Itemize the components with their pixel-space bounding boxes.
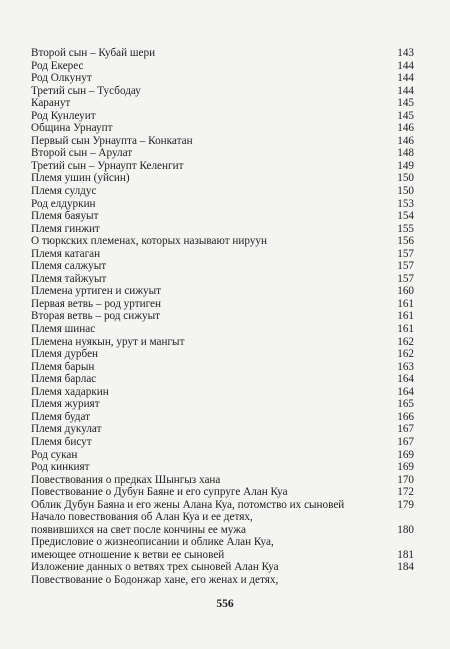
toc-entry-page: 180 <box>397 523 414 536</box>
toc-entry-title: Второй сын – Кубай шери <box>31 47 156 59</box>
toc-entry-title: Вторая ветвь – род сижуыт <box>31 310 160 323</box>
toc-entry-page: 164 <box>397 385 414 398</box>
toc-entry-title: Племя журият <box>31 398 100 411</box>
toc-entry-title-line: имеющее отношение к ветви ее сыновей <box>31 548 225 561</box>
toc-entry-page: 161 <box>397 297 414 310</box>
toc-entry-page: 146 <box>397 134 414 147</box>
toc-entry <box>31 310 414 323</box>
toc-entry-title: Племя сулдус <box>31 185 97 198</box>
toc-entry <box>31 461 414 474</box>
toc-entry-title: Повествование о Бодонжар хане, его женах и детях, <box>31 573 279 586</box>
toc-entry-page: 179 <box>397 498 414 511</box>
toc-entry <box>31 210 414 223</box>
toc-entry-title: Повествование о Дубун Баяне и его супруге Алан Куа <box>31 486 288 499</box>
toc-entry-page: 153 <box>397 197 414 210</box>
toc-entry <box>31 411 414 424</box>
toc-entry-page: 144 <box>397 72 414 85</box>
toc-entry <box>31 135 414 148</box>
toc-entry-page: 161 <box>397 310 414 323</box>
toc-entry-title: Первая ветвь – род уртиген <box>31 297 161 310</box>
toc-entry-title <box>31 511 391 536</box>
toc-entry-page: 162 <box>397 348 414 361</box>
toc-entry-page: 145 <box>397 109 414 122</box>
toc-entry-page: 170 <box>397 473 414 486</box>
toc-entry-title-line: Предисловие о жизнеописании и облике Алан Куа, <box>31 536 274 549</box>
toc-entry-page: 184 <box>397 561 414 574</box>
toc-entry-title: Племя баяуыт <box>31 210 99 223</box>
toc-entry-title: Род кинкият <box>31 461 90 474</box>
toc-entry-page: 181 <box>397 548 414 561</box>
toc-entry-title: О тюркских племенах, которых называют нируун <box>31 235 268 248</box>
toc-entry-page: 161 <box>397 323 414 336</box>
toc-entry-title: Племя салжуыт <box>31 260 107 273</box>
toc-entry-title: Племена уртиген и сижуыт <box>31 285 161 298</box>
toc-entry-title: Род Екерес <box>31 59 84 72</box>
toc-entry-page: 167 <box>397 435 414 448</box>
toc-entry <box>31 273 414 286</box>
toc-entry-title: Род Олкунут <box>31 72 92 85</box>
toc-entry-page: 164 <box>397 373 414 386</box>
toc-entry <box>31 499 414 512</box>
toc-entry <box>31 185 414 198</box>
toc-entry <box>31 198 414 211</box>
toc-entry-page: 156 <box>397 235 414 248</box>
toc-entry <box>31 223 414 236</box>
toc-entry-page: 165 <box>397 398 414 411</box>
toc-entry-title: Племя ушин (уйсин) <box>31 172 130 185</box>
toc-entry-title: Племя шинас <box>31 323 96 336</box>
toc-entry <box>31 348 414 361</box>
toc-entry <box>31 72 414 85</box>
toc-entry-page: 143 <box>397 47 414 59</box>
toc-entry-title: Второй сын – Арулат <box>31 147 133 160</box>
toc-entry <box>31 110 414 123</box>
toc-entry <box>31 511 414 536</box>
toc-entry-title: Племя барын <box>31 360 95 373</box>
toc-entry-page: 157 <box>397 260 414 273</box>
toc-entry-title: Племя гинжит <box>31 222 100 235</box>
toc-entry <box>31 536 414 561</box>
toc-entry-title: Племя бисут <box>31 435 92 448</box>
toc-entry-page: 160 <box>397 285 414 298</box>
toc-entry-title: Племя барлас <box>31 373 97 386</box>
toc-entry-title: Племя дурбен <box>31 348 99 361</box>
toc-entry-title: Третий сын – Тусбодау <box>31 84 141 97</box>
toc-entry <box>31 60 414 73</box>
toc-entry-title: Племя будат <box>31 410 91 423</box>
toc-entry-page: 166 <box>397 410 414 423</box>
toc-entry <box>31 85 414 98</box>
toc-entry-title: Облик Дубун Баяна и его жены Алана Куа, потомство их сыновей <box>31 498 345 511</box>
toc-entry-page: 149 <box>397 159 414 172</box>
toc-entry-page: 150 <box>397 172 414 185</box>
toc-entry <box>31 97 414 110</box>
toc-entry <box>31 561 414 574</box>
toc-entry-page: 146 <box>397 122 414 135</box>
toc-entry-page: 154 <box>397 210 414 223</box>
toc-entry <box>31 248 414 261</box>
toc-entry <box>31 398 414 411</box>
toc-entry-title: Племя дукулат <box>31 423 102 436</box>
toc-entry-page: 155 <box>397 222 414 235</box>
toc-entry-title: Род Кунлеуит <box>31 109 96 122</box>
toc-entry <box>31 172 414 185</box>
table-of-contents <box>31 47 414 587</box>
toc-entry <box>31 474 414 487</box>
toc-entry <box>31 574 414 587</box>
toc-entry <box>31 260 414 273</box>
toc-entry <box>31 361 414 374</box>
toc-entry-title: Повествования о предках Шынгыз хана <box>31 473 221 486</box>
toc-entry-title: Племя тайжуыт <box>31 272 107 285</box>
toc-entry-title: Изложение данных о ветвях трех сыновей Алан Куа <box>31 561 279 574</box>
toc-entry-title: Каранут <box>31 97 71 110</box>
toc-entry-title: Община Урнаупт <box>31 122 113 135</box>
toc-entry-page: 163 <box>397 360 414 373</box>
toc-entry-title: Род елдуркин <box>31 197 96 210</box>
toc-entry-title: Племена нуякын, урут и мангыт <box>31 335 185 348</box>
toc-entry <box>31 47 414 60</box>
toc-entry <box>31 423 414 436</box>
page-number: 556 <box>216 598 234 610</box>
toc-entry <box>31 336 414 349</box>
toc-entry <box>31 323 414 336</box>
toc-entry-title-line: появившихся на свет после кончины ее мужа <box>31 523 246 536</box>
toc-entry-page: 162 <box>397 335 414 348</box>
toc-entry-page: 169 <box>397 448 414 461</box>
toc-entry <box>31 147 414 160</box>
toc-entry <box>31 449 414 462</box>
toc-entry <box>31 436 414 449</box>
toc-entry <box>31 235 414 248</box>
toc-entry-title: Племя катаган <box>31 247 101 260</box>
toc-entry <box>31 486 414 499</box>
toc-entry <box>31 285 414 298</box>
toc-entry-title <box>31 536 391 561</box>
toc-entry-title: Первый сын Урнаупта – Конкатан <box>31 134 193 147</box>
toc-entry <box>31 386 414 399</box>
toc-entry-page: 150 <box>397 185 414 198</box>
toc-entry-page: 145 <box>397 97 414 110</box>
toc-entry-page: 172 <box>397 486 414 499</box>
toc-entry-page: 144 <box>397 59 414 72</box>
toc-entry <box>31 298 414 311</box>
toc-entry-title-line: Начало повествования об Алан Куа и ее детях, <box>31 511 253 524</box>
toc-entry-page: 157 <box>397 272 414 285</box>
toc-entry-title: Третий сын – Урнаупт Келенгит <box>31 159 184 172</box>
toc-entry-page: 148 <box>397 147 414 160</box>
toc-entry-page: 157 <box>397 247 414 260</box>
toc-entry-title: Род сукан <box>31 448 78 461</box>
toc-entry-title: Племя хадаркин <box>31 385 109 398</box>
toc-entry-page: 167 <box>397 423 414 436</box>
toc-entry-page: 144 <box>397 84 414 97</box>
toc-entry <box>31 373 414 386</box>
toc-entry <box>31 160 414 173</box>
toc-entry-page: 169 <box>397 461 414 474</box>
toc-entry <box>31 122 414 135</box>
